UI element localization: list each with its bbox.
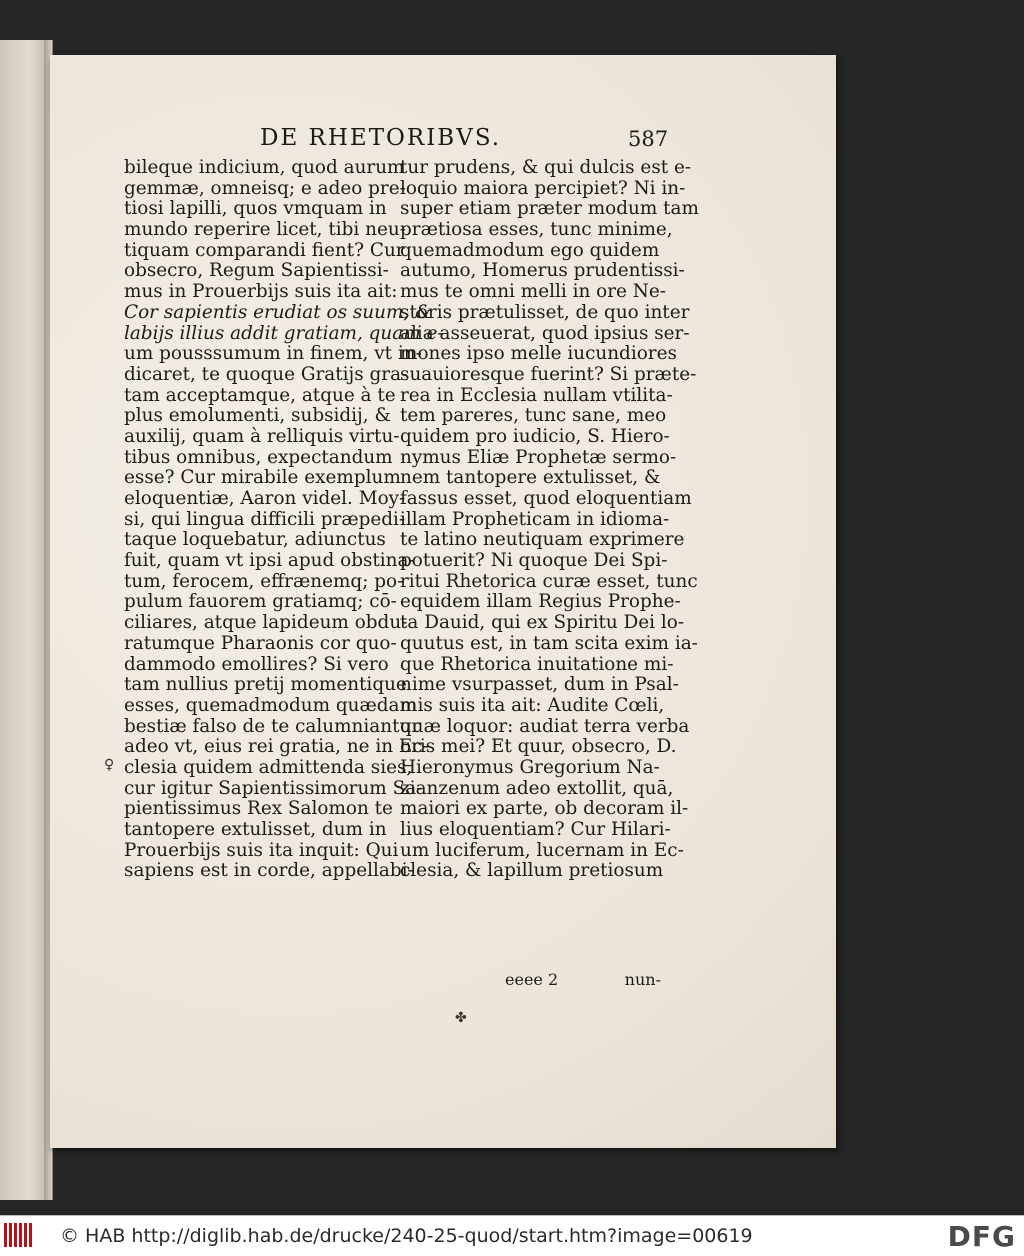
text-column-left [124,157,444,882]
text-line: mones ipso melle iucundiores [400,343,677,365]
text-line: ratumque Pharaonis cor quo- [124,632,397,654]
text-line: que Rhetorica inuitatione mi- [400,653,674,675]
running-head: DE RHETORIBVS. [260,125,502,151]
text-line: potuerit? Ni quoque Dei Spi- [400,550,668,572]
text-column-right [400,157,699,882]
hab-logo [4,1223,46,1249]
text-line: quemadmodum ego quidem [400,239,660,261]
text-line: autumo, Homerus prudentissi- [400,260,685,282]
text-line: quutus est, in tam scita exim ia- [400,632,698,654]
footer-copyright-link[interactable]: © HAB http://diglib.hab.de/drucke/240-25-quod/start.htm?image=00619 [60,1225,753,1247]
text-line: adeo vt, eius rei gratia, ne in Ec- [124,736,429,758]
text-line: storis prætulisset, de quo inter [400,301,690,323]
page-number: 587 [628,127,669,151]
text-line: clesia, & lapillum pretiosum [400,860,664,882]
text-line: te latino neutiquam exprimere [400,529,685,551]
text-line: pulum fauorem gratiamq; cō- [124,591,397,613]
text-line: eloquentiæ, Aaron videl. Moy- [124,488,406,509]
text-line: tibus omnibus, expectandum [124,446,393,468]
text-line: tam acceptamque, atque à te [124,384,396,406]
text-line: nime vsurpasset, dum in Psal- [400,674,679,696]
text-line: auxilij, quam à relliquis virtu- [124,425,400,447]
text-line: gemmæ, omneisq; e adeo pre- [124,177,406,199]
text-line: ta Dauid, qui ex Spiritu Dei lo- [400,612,685,634]
text-line: mus in Prouerbijs suis ita ait: [124,281,398,303]
text-line: loquio maiora percipiet? Ni in- [400,177,686,199]
text-line: equidem illam Regius Prophe- [400,591,681,613]
text-line: nem tantopere extulisset, & [400,467,661,489]
text-line: fassus esset, quod eloquentiam [400,488,692,509]
footer-bar [0,1215,1024,1256]
text-line: quidem pro iudicio, S. Hiero- [400,425,670,447]
text-line: pientissimus Rex Salomon te [124,798,393,820]
text-line: ciliares, atque lapideum obdu- [124,612,408,634]
text-line: oris mei? Et quur, obsecro, D. [400,736,677,758]
text-line: lius eloquentiam? Cur Hilari- [400,819,671,840]
text-line: illam Propheticam in idioma- [400,508,670,530]
text-line: maiori ex parte, ob decoram il- [400,798,689,820]
text-line: um luciferum, lucernam in Ec- [400,839,684,861]
text-line: fuit, quam vt ipsi apud obstina- [124,550,415,572]
text-line: esses, quemadmodum quædam [124,694,417,716]
text-line: um pousssumum in finem, vt in- [124,343,422,365]
text-line: nymus Eliæ Prophetæ sermo- [400,446,677,468]
text-line: mus te omni melli in ore Ne- [400,281,666,303]
text-line: plus emolumenti, subsidij, & [124,405,391,427]
text-line: tur prudens, & qui dulcis est e- [400,157,692,178]
text-line: labijs illius addit gratiam, quam e- [124,322,444,344]
previous-page-edge [0,40,53,1200]
text-line: sapiens est in corde, appellabi- [124,860,414,882]
text-line: ritui Rhetorica curæ esset, tunc [400,570,698,592]
text-line: alia asseuerat, quod ipsius ser- [400,322,690,344]
text-line: suauioresque fuerint? Si præte- [400,363,697,385]
text-line: super etiam præter modum tam [400,198,699,220]
text-line: bileque indicium, quod aurum [124,157,405,178]
dfg-logo: DFG [947,1220,1016,1253]
text-line: si, qui lingua difficili præpedi- [124,508,406,530]
text-line: taque loquebatur, adiunctus [124,529,386,551]
text-line: quæ loquor: audiat terra verba [400,715,690,737]
text-line: cur igitur Sapientissimorum Sa- [124,777,423,799]
text-line: Prouerbijs suis ita inquit: Qui [124,839,399,861]
text-line: tiosi lapilli, quos vmquam in [124,198,387,220]
text-line: mundo reperire licet, tibi neu- [124,219,406,241]
text-line: dammodo emollires? Si vero [124,653,389,675]
text-line: rea in Ecclesia nullam vtilita- [400,384,673,406]
text-line: mis suis ita ait: Audite Cœli, [400,694,665,716]
text-line: clesia quidem admittenda sies, [124,756,413,778]
text-line: tum, ferocem, effrænemq; po- [124,570,404,592]
ornament: ✤ [455,1010,467,1026]
text-line: dicaret, te quoque Gratijs gra- [124,363,408,385]
text-line: tem pareres, tunc sane, meo [400,405,667,427]
text-line: tiquam comparandi fient? Cur [124,239,405,261]
text-line: esse? Cur mirabile exemplum [124,467,401,489]
text-line: tam nullius pretij momentique [124,674,407,696]
text-line: Cor sapientis erudiat os suum, & [124,301,432,323]
signature-mark: eeee 2 [505,970,559,989]
text-line: bestiæ falso de te calumniantur [124,715,421,737]
text-line: prætiosa esses, tunc minime, [400,219,673,241]
text-line: tantopere extulisset, dum in [124,819,387,840]
text-line: Hieronymus Gregorium Na- [400,756,660,778]
margin-mark: ♀ [104,757,115,773]
text-line: obsecro, Regum Sapientissi- [124,260,389,282]
text-line: zianzenum adeo extollit, quā, [400,777,674,799]
catchword: nun- [624,970,661,989]
